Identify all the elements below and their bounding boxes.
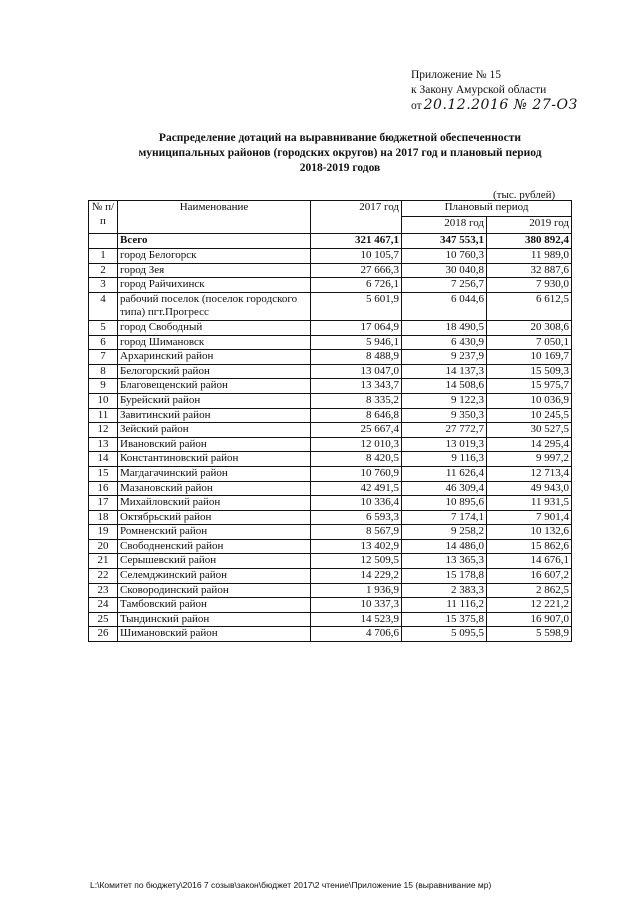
row-number: 11	[89, 408, 118, 423]
row-number: 18	[89, 510, 118, 525]
row-2019: 49 943,0	[487, 481, 572, 496]
row-2017: 1 936,9	[311, 583, 402, 598]
table-row	[89, 320, 572, 335]
table-row	[89, 364, 572, 379]
row-2018: 6 430,9	[402, 335, 487, 350]
row-2017: 17 064,9	[311, 320, 402, 335]
row-name: Селемджинский район	[118, 569, 311, 584]
row-number: 3	[89, 278, 118, 293]
table-row	[89, 481, 572, 496]
row-2018: 9 237,9	[402, 350, 487, 365]
row-2017: 25 667,4	[311, 423, 402, 438]
row-2017: 10 337,3	[311, 598, 402, 613]
row-number: 16	[89, 481, 118, 496]
row-number: 20	[89, 539, 118, 554]
row-number: 7	[89, 350, 118, 365]
row-2019: 16 907,0	[487, 612, 572, 627]
total-2017: 321 467,1	[311, 234, 402, 249]
row-number: 1	[89, 249, 118, 264]
row-2018: 13 365,3	[402, 554, 487, 569]
row-name: город Белогорск	[118, 249, 311, 264]
row-2017: 5 946,1	[311, 335, 402, 350]
header-2019: 2019 год	[487, 217, 572, 234]
row-2017: 8 646,8	[311, 408, 402, 423]
row-name: рабочий поселок (поселок городского типа) пгт.Прогресс	[118, 292, 311, 320]
row-name: Завитинский район	[118, 408, 311, 423]
row-2018: 2 383,3	[402, 583, 487, 598]
row-2017: 14 229,2	[311, 569, 402, 584]
row-name: Белогорский район	[118, 364, 311, 379]
row-number: 23	[89, 583, 118, 598]
units-label: (тыс. рублей)	[493, 189, 556, 201]
row-2019: 10 132,6	[487, 525, 572, 540]
row-2018: 14 508,6	[402, 379, 487, 394]
row-2019: 15 862,6	[487, 539, 572, 554]
table-row	[89, 539, 572, 554]
total-2018: 347 553,1	[402, 234, 487, 249]
header-2017: 2017 год	[311, 201, 402, 234]
row-2017: 10 760,9	[311, 466, 402, 481]
row-2019: 7 901,4	[487, 510, 572, 525]
row-2018: 46 309,4	[402, 481, 487, 496]
row-2019: 16 607,2	[487, 569, 572, 584]
row-2018: 15 178,8	[402, 569, 487, 584]
row-2017: 12 010,3	[311, 437, 402, 452]
row-2017: 13 343,7	[311, 379, 402, 394]
table-row	[89, 598, 572, 613]
row-name: Магдагачинский район	[118, 466, 311, 481]
row-2018: 18 490,5	[402, 320, 487, 335]
row-2017: 10 336,4	[311, 496, 402, 511]
header-plan-period: Плановый период	[402, 201, 572, 217]
table-row	[89, 263, 572, 278]
row-2017: 14 523,9	[311, 612, 402, 627]
row-number: 13	[89, 437, 118, 452]
table-row	[89, 452, 572, 467]
row-name: город Зея	[118, 263, 311, 278]
row-name: Зейский район	[118, 423, 311, 438]
row-2017: 42 491,5	[311, 481, 402, 496]
row-2018: 6 044,6	[402, 292, 487, 320]
row-2019: 11 931,5	[487, 496, 572, 511]
row-2019: 10 169,7	[487, 350, 572, 365]
table-row	[89, 278, 572, 293]
row-name: Октябрьский район	[118, 510, 311, 525]
total-num-cell	[89, 234, 118, 249]
row-2017: 8 488,9	[311, 350, 402, 365]
appendix-block	[411, 68, 578, 114]
row-name: Ромненский район	[118, 525, 311, 540]
appendix-date-prefix: от	[411, 100, 422, 112]
row-number: 25	[89, 612, 118, 627]
row-2018: 7 256,7	[402, 278, 487, 293]
appendix-law: к Закону Амурской области	[411, 84, 547, 96]
row-name: Ивановский район	[118, 437, 311, 452]
row-number: 10	[89, 393, 118, 408]
row-number: 22	[89, 569, 118, 584]
title-line-2: муниципальных районов (городских округов) на 2017 год и плановый период	[138, 147, 542, 159]
row-number: 17	[89, 496, 118, 511]
row-name: Благовещенский район	[118, 379, 311, 394]
appendix-handwritten-date: 20.12.2016 № 27-ОЗ	[423, 97, 578, 113]
row-2019: 7 930,0	[487, 278, 572, 293]
title-line-3: 2018-2019 годов	[299, 162, 381, 174]
row-name: город Шимановск	[118, 335, 311, 350]
row-number: 24	[89, 598, 118, 613]
row-2019: 14 295,4	[487, 437, 572, 452]
row-name: Архаринский район	[118, 350, 311, 365]
row-2019: 12 713,4	[487, 466, 572, 481]
row-2017: 13 402,9	[311, 539, 402, 554]
row-number: 21	[89, 554, 118, 569]
total-2019: 380 892,4	[487, 234, 572, 249]
footer-file-path: L:\Комитет по бюджету\2016 7 созыв\закон\бюджет 2017\2 чтение\Приложение 15 (выравнивание мр)	[90, 880, 492, 890]
row-2019: 15 509,3	[487, 364, 572, 379]
row-name: Серышевский район	[118, 554, 311, 569]
row-number: 6	[89, 335, 118, 350]
table-row	[89, 612, 572, 627]
table-row	[89, 510, 572, 525]
row-2018: 30 040,8	[402, 263, 487, 278]
row-2017: 10 105,7	[311, 249, 402, 264]
row-2018: 11 116,2	[402, 598, 487, 613]
row-number: 5	[89, 320, 118, 335]
appendix-date-line	[411, 98, 578, 114]
table-row	[89, 627, 572, 642]
title-line-1: Распределение дотаций на выравнивание бюджетной обеспеченности	[158, 132, 522, 144]
row-2019: 32 887,6	[487, 263, 572, 278]
row-2017: 4 706,6	[311, 627, 402, 642]
row-number: 2	[89, 263, 118, 278]
row-2019: 5 598,9	[487, 627, 572, 642]
header-num: № п/п	[89, 201, 118, 234]
row-2018: 9 116,3	[402, 452, 487, 467]
row-2019: 12 221,2	[487, 598, 572, 613]
row-number: 8	[89, 364, 118, 379]
table-row	[89, 292, 572, 320]
row-2018: 10 895,6	[402, 496, 487, 511]
table-row	[89, 423, 572, 438]
row-number: 9	[89, 379, 118, 394]
row-2019: 11 989,0	[487, 249, 572, 264]
table-row	[89, 393, 572, 408]
row-number: 14	[89, 452, 118, 467]
table-row	[89, 569, 572, 584]
row-2018: 13 019,3	[402, 437, 487, 452]
row-name: Бурейский район	[118, 393, 311, 408]
row-2019: 2 862,5	[487, 583, 572, 598]
row-name: Шимановский район	[118, 627, 311, 642]
row-2019: 15 975,7	[487, 379, 572, 394]
row-2018: 7 174,1	[402, 510, 487, 525]
table-row	[89, 554, 572, 569]
table-row	[89, 437, 572, 452]
row-2017: 6 593,3	[311, 510, 402, 525]
header-2018: 2018 год	[402, 217, 487, 234]
row-2018: 14 486,0	[402, 539, 487, 554]
row-2018: 11 626,4	[402, 466, 487, 481]
row-number: 26	[89, 627, 118, 642]
table-row	[89, 466, 572, 481]
table-row	[89, 408, 572, 423]
row-number: 4	[89, 292, 118, 320]
row-2019: 30 527,5	[487, 423, 572, 438]
row-2019: 6 612,5	[487, 292, 572, 320]
row-2018: 9 122,3	[402, 393, 487, 408]
row-name: город Райчихинск	[118, 278, 311, 293]
subsidy-table	[88, 200, 572, 642]
row-name: Константиновский район	[118, 452, 311, 467]
table-row	[89, 335, 572, 350]
row-2019: 7 050,1	[487, 335, 572, 350]
table-row	[89, 583, 572, 598]
total-label: Всего	[118, 234, 311, 249]
row-2018: 14 137,3	[402, 364, 487, 379]
row-2018: 27 772,7	[402, 423, 487, 438]
row-2017: 5 601,9	[311, 292, 402, 320]
row-2017: 8 567,9	[311, 525, 402, 540]
row-name: город Свободный	[118, 320, 311, 335]
table-row	[89, 350, 572, 365]
row-2019: 9 997,2	[487, 452, 572, 467]
row-2018: 5 095,5	[402, 627, 487, 642]
row-name: Михайловский район	[118, 496, 311, 511]
row-name: Тындинский район	[118, 612, 311, 627]
row-number: 19	[89, 525, 118, 540]
row-number: 15	[89, 466, 118, 481]
header-name: Наименование	[118, 201, 311, 234]
table-row	[89, 379, 572, 394]
table-row	[89, 496, 572, 511]
row-name: Сковородинский район	[118, 583, 311, 598]
row-name: Свободненский район	[118, 539, 311, 554]
row-2017: 8 335,2	[311, 393, 402, 408]
document-title	[90, 131, 590, 176]
row-name: Мазановский район	[118, 481, 311, 496]
row-2018: 9 350,3	[402, 408, 487, 423]
row-2019: 20 308,6	[487, 320, 572, 335]
row-number: 12	[89, 423, 118, 438]
row-2017: 27 666,3	[311, 263, 402, 278]
total-row	[89, 234, 572, 249]
row-2018: 15 375,8	[402, 612, 487, 627]
table-row	[89, 525, 572, 540]
row-2017: 6 726,1	[311, 278, 402, 293]
row-2017: 13 047,0	[311, 364, 402, 379]
appendix-number: Приложение № 15	[411, 69, 501, 81]
row-2017: 8 420,5	[311, 452, 402, 467]
row-2018: 10 760,3	[402, 249, 487, 264]
row-2019: 10 245,5	[487, 408, 572, 423]
row-2019: 10 036,9	[487, 393, 572, 408]
row-2018: 9 258,2	[402, 525, 487, 540]
row-2019: 14 676,1	[487, 554, 572, 569]
table-row	[89, 249, 572, 264]
row-2017: 12 509,5	[311, 554, 402, 569]
row-name: Тамбовский район	[118, 598, 311, 613]
